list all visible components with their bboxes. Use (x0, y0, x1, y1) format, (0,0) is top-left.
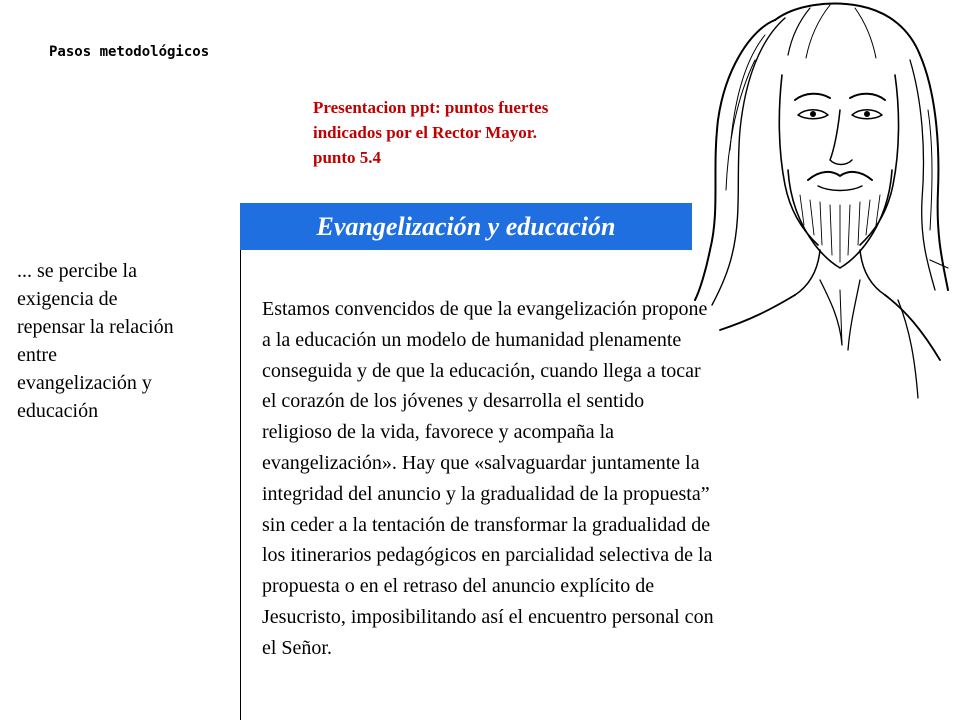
side-note-line: evangelización y (17, 372, 152, 394)
subtitle-line: punto 5.4 (313, 148, 382, 167)
body-line: sin ceder a la tentación de transformar la gradualidad de (262, 513, 711, 536)
body-line: religioso de la vida, favorece y acompaña la (262, 421, 615, 444)
subtitle-line: Presentacion ppt: puntos fuertes (313, 98, 549, 117)
side-note-line: repensar la relación (17, 316, 174, 338)
body-line: Jesucristo, imposibilitando así el encuentro personal con (262, 605, 714, 628)
slide-title: Evangelización y educación (316, 211, 616, 241)
section-label: Pasos metodológicos (49, 44, 210, 60)
subtitle-line: indicados por el Rector Mayor. (313, 123, 537, 142)
body-line: Estamos convencidos de que la evangelización propone (262, 298, 708, 320)
body-line: el Señor. (262, 636, 332, 659)
side-note-line: educación (17, 400, 99, 422)
side-note-line: entre (17, 344, 57, 366)
body-line: propuesta o en el retraso del anuncio explícito de (262, 575, 655, 598)
body-line: a la educación un modelo de humanidad plenamente (262, 328, 682, 351)
title-banner (240, 203, 692, 250)
body-line: integridad del anuncio y la gradualidad de la propuesta” (262, 482, 710, 505)
body-paragraph (262, 294, 872, 664)
vertical-divider (240, 226, 241, 720)
body-line: el corazón de los jóvenes y desarrolla el sentido (262, 390, 645, 413)
side-note-line: ... se percibe la (17, 260, 137, 282)
body-line: evangelización». Hay que «salvaguardar juntamente la (262, 451, 700, 474)
body-line: los itinerarios pedagógicos en parcialidad selectiva de la (262, 544, 713, 567)
subtitle-reference (313, 95, 673, 170)
body-line: conseguida y de que la educación, cuando llega a tocar (262, 359, 701, 382)
side-note (17, 257, 237, 425)
side-note-line: exigencia de (17, 288, 118, 310)
